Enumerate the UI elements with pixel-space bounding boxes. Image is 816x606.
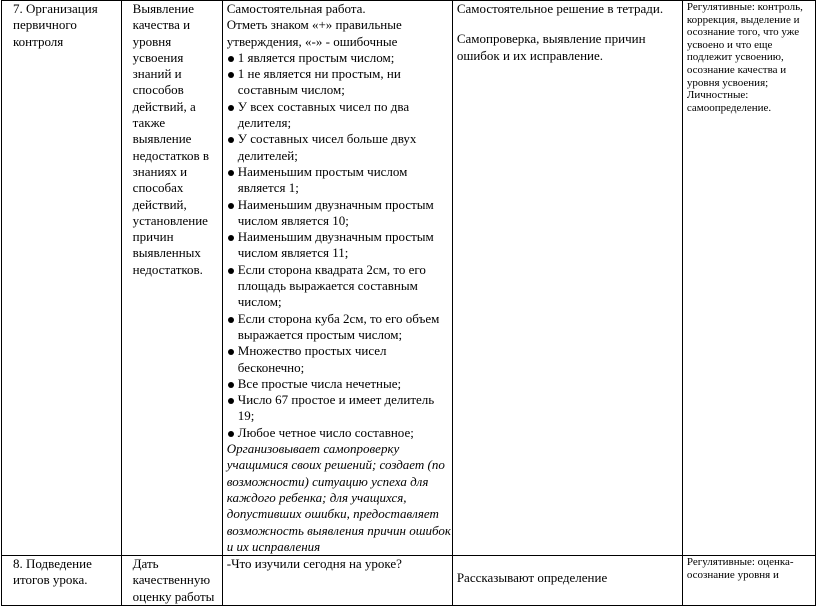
- goal-text: Дать качественную оценку работы: [132, 556, 215, 604]
- list-item: Наименьшим двузначным простым числом является 10;: [227, 197, 452, 230]
- teacher-note: Организовывает самопроверку учащимися своих решений; создает (по возможности) ситуацию успеха для каждого ребенка; для учащихся, допустивших ошибки, предоставляет возможность выявления причин ошибок и их исправления: [226, 441, 451, 554]
- task-title: Самостоятельная работа.: [226, 1, 366, 16]
- student-activity-line: Рассказывают определение: [456, 570, 608, 586]
- list-item: У составных чисел больше двух делителей;: [227, 131, 452, 164]
- teacher-activity-cell: [222, 1, 452, 556]
- goal-text: Выявление качества и уровня усвоения знаний и способов действий, а также выявление недостатков в знаниях и способах действий, установление причин выявленных недостатков.: [132, 1, 210, 277]
- bullet-icon: [228, 317, 234, 323]
- lesson-plan-table: [1, 0, 816, 606]
- bullet-icon: [228, 349, 234, 355]
- bullet-icon: [228, 56, 234, 62]
- goal-cell: [121, 556, 222, 606]
- bullet-icon: [228, 105, 234, 111]
- bullet-icon: [228, 235, 234, 241]
- list-item: Если сторона куба 2см, то его объем выражается простым числом;: [227, 311, 452, 344]
- stage-cell: [2, 1, 122, 556]
- bullet-icon: [228, 431, 234, 437]
- bullet-icon: [228, 170, 234, 176]
- bullet-icon: [228, 398, 234, 404]
- uud-regulatory: Регулятивные: контроль, коррекция, выделение и осознание того, что уже усвоено и что еще подлежит усвоению, осознание качества и уровня усвоения;: [686, 1, 803, 89]
- list-item: У всех составных чисел по два делителя;: [227, 99, 452, 132]
- student-activity-cell: [452, 1, 682, 556]
- table-row: [2, 1, 816, 556]
- bullet-icon: [228, 203, 234, 209]
- goal-cell: [121, 1, 222, 556]
- stage-text: 8. Подведение итогов урока.: [13, 556, 92, 588]
- teacher-activity-cell: [222, 556, 452, 606]
- uud-cell: [682, 556, 815, 606]
- table-row: [2, 556, 816, 606]
- list-item: 1 является простым числом;: [227, 50, 452, 66]
- bullet-icon: [228, 72, 234, 78]
- list-item: Все простые числа нечетные;: [227, 376, 452, 392]
- task-instruction: Отметь знаком «+» правильные утверждения, «-» - ошибочные: [226, 17, 402, 49]
- student-activity-cell: [452, 556, 682, 606]
- statement-list: [227, 50, 452, 441]
- uud-cell: [682, 1, 815, 556]
- bullet-icon: [228, 382, 234, 388]
- uud-regulatory: Регулятивные: оценка-осознание уровня и: [686, 556, 794, 581]
- list-item: Наименьшим простым числом является 1;: [227, 164, 452, 197]
- uud-personal: Личностные: самоопределение.: [686, 89, 772, 114]
- student-activity-line: Самопроверка, выявление причин ошибок и их исправление.: [456, 31, 646, 63]
- list-item: Наименьшим двузначным простым числом является 11;: [227, 229, 452, 262]
- stage-cell: [2, 556, 122, 606]
- list-item: Число 67 простое и имеет делитель 19;: [227, 392, 452, 425]
- list-item: Если сторона квадрата 2см, то его площадь выражается составным числом;: [227, 262, 452, 311]
- stage-text: 7. Организация первичного контроля: [13, 1, 98, 49]
- list-item: Множество простых чисел бесконечно;: [227, 343, 452, 376]
- list-item: Любое четное число составное;: [227, 425, 452, 441]
- teacher-question: -Что изучили сегодня на уроке?: [226, 556, 402, 572]
- list-item: 1 не является ни простым, ни составным числом;: [227, 66, 452, 99]
- student-activity-line: Самостоятельное решение в тетради.: [456, 1, 664, 16]
- bullet-icon: [228, 268, 234, 274]
- bullet-icon: [228, 137, 234, 143]
